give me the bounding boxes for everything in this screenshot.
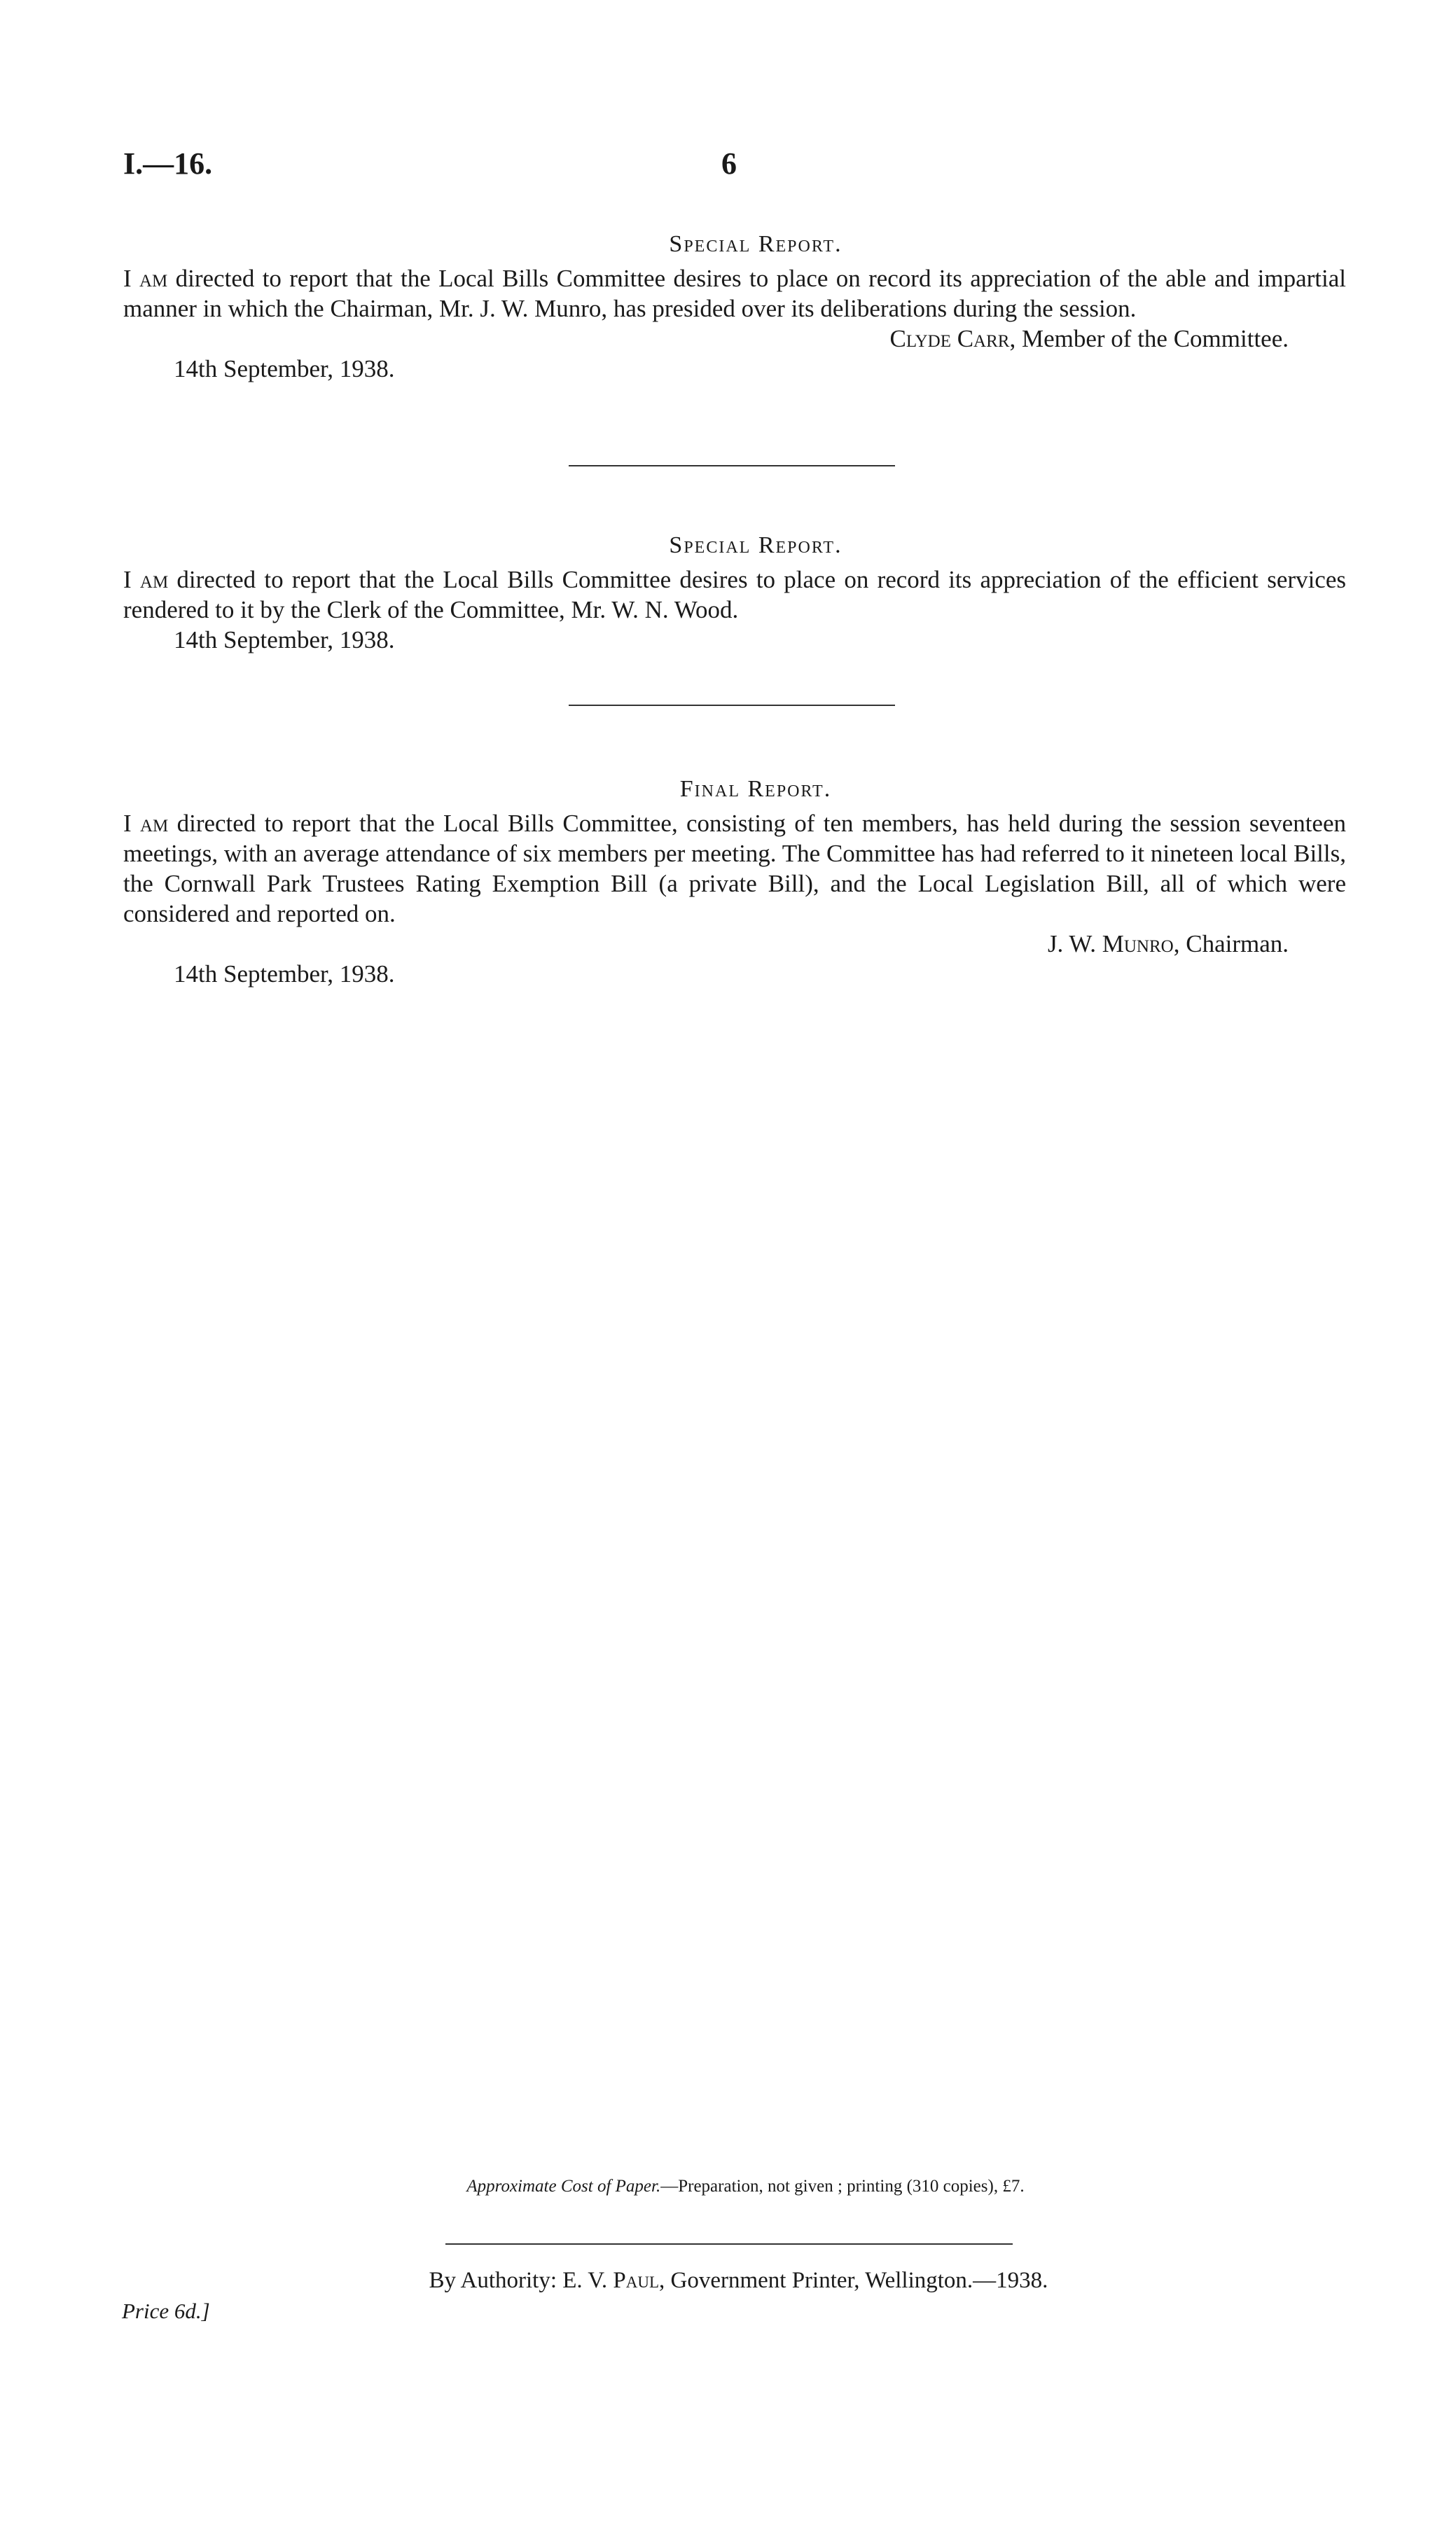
page-header (0, 146, 1456, 195)
document-id: I.—16. (123, 146, 213, 181)
signatory-title: , Member of the Committee. (1009, 325, 1289, 352)
cost-text: —Preparation, not given ; printing (310 copies), £7. (660, 2177, 1025, 2196)
section-heading: Special Report. (669, 532, 843, 558)
signatory-name: Clyde Carr (889, 325, 1010, 352)
signatory-title: , Chairman. (1173, 930, 1289, 957)
report-section-final (123, 776, 1346, 989)
signature-line (123, 929, 1346, 959)
report-paragraph (123, 808, 1346, 929)
lead-words: I am (123, 566, 169, 593)
signatory-initials: J. W. (1047, 930, 1102, 957)
printer-authority (0, 2268, 1456, 2294)
cost-label: Approximate Cost of Paper. (466, 2177, 661, 2196)
cost-of-paper-note (0, 2177, 1456, 2196)
section-heading: Special Report. (669, 231, 843, 257)
section-divider (569, 465, 895, 466)
paragraph-body: directed to report that the Local Bills Committee desires to place on record its appreciation of the able and impartial manner in which the Chairman, Mr. J. W. Munro, has presided over its deliberations during the session. (123, 265, 1346, 322)
report-date: 14th September, 1938. (174, 355, 395, 382)
lead-words: I am (123, 265, 168, 292)
report-paragraph (123, 565, 1346, 625)
report-section-chairman (123, 231, 1346, 384)
report-paragraph (123, 263, 1346, 324)
page-number: 6 (721, 146, 737, 181)
report-section-clerk (123, 532, 1346, 655)
report-date: 14th September, 1938. (174, 626, 395, 653)
authority-prefix: By Authority: E. V. (429, 2268, 613, 2293)
paragraph-body: directed to report that the Local Bills Committee desires to place on record its appreciation of the efficient services rendered to it by the Clerk of the Committee, Mr. W. N. Wood. (123, 566, 1346, 623)
lead-words: I am (123, 810, 169, 837)
section-divider (569, 705, 895, 706)
authority-suffix: , Government Printer, Wellington.—1938. (659, 2268, 1048, 2293)
signatory-name: Munro (1102, 930, 1174, 957)
signature-line (123, 324, 1346, 354)
printer-name: Paul (613, 2268, 659, 2293)
footer-divider (445, 2243, 1013, 2245)
paragraph-body: directed to report that the Local Bills Committee, consisting of ten members, has held during the session seventeen meetings, with an average attendance of six members per meeting. The Committee has had referred to it nineteen local Bills, the Cornwall Park Trustees Rating Exemption Bill (a private Bill), and the Local Legislation Bill, all of which were considered and reported on. (123, 810, 1346, 927)
section-heading: Final Report. (679, 776, 832, 802)
price-note: Price 6d.] (122, 2299, 210, 2323)
report-date: 14th September, 1938. (174, 960, 395, 988)
